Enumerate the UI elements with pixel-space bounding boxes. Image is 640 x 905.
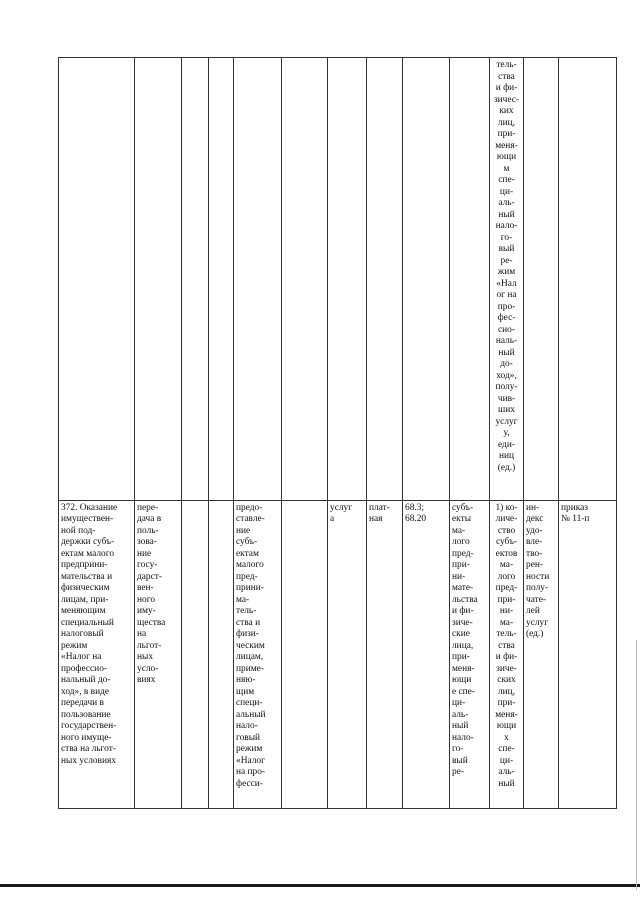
table-cell [559,58,617,501]
table-cell [209,58,234,501]
table-cell [403,58,450,501]
table-cell [234,58,282,501]
table-cell: услуг а [328,500,367,808]
table-cell: плат- ная [367,500,403,808]
table-cell: приказ № 11-п [559,500,617,808]
table-cell: 68.3; 68.20 [403,500,450,808]
table-cell [450,58,490,501]
table-row [59,500,617,808]
scan-side-mark [636,640,637,890]
table-cell: тель- ства и фи- зичес- ких лиц, при- меня- ющи м спе- ци- аль- ный нало- го- вый ре- жим «Нал ог на про- фес- сио- наль- ный до- ход», полу- чив- ших услуг у, еди- ниц (ед.) [490,58,524,501]
table-cell: предо- ставле- ние субъ- ектам малого пред- прини- ма- тель- ства и физи- ческим лицам, приме- няю- щим специ- альный нало- говый режим «Налог на про- фесси- [234,500,282,808]
table-cell: пере- дача в поль- зова- ние госу- дарст- вен- ного иму- щества на льгот- ных усло- виях [135,500,182,808]
table-cell: 1) ко- личе- ство субъ- ектов ма- лого пред- при- ни- ма- тель- ства и фи- зиче- ских лиц, при- меня- ющи х спе- ци- аль- ный [490,500,524,808]
table-cell [524,58,559,501]
table-cell [282,58,328,501]
table-cell: 372. Оказание имуществен- ной под- держки субъ- ектам малого предприни- мательства и физическим лицам, при- меняющим специальный налоговый режим «Налог на профессио- нальный до- ход», в виде передачи в пользование государствен- ного имуще- ства на льгот- ных условиях [59,500,135,808]
scan-edge-line [0,884,640,887]
table-cell [182,58,209,501]
table-cell [59,58,135,501]
table-cell: ин- декс удо- вле- тво- рен- ности полу- чате- лей услуг (ед.) [524,500,559,808]
table-cell [367,58,403,501]
table-cell [209,500,234,808]
table-cell [135,58,182,501]
table-cell [182,500,209,808]
table-cell: субъ- екты ма- лого пред- при- ни- мате- льства и фи- зиче- ские лица, при- меня- ющи е спе- ци- аль- ный нало- го- вый ре- [450,500,490,808]
table-cell [328,58,367,501]
table-cell [282,500,328,808]
document-table [58,57,617,809]
table-row [59,58,617,501]
